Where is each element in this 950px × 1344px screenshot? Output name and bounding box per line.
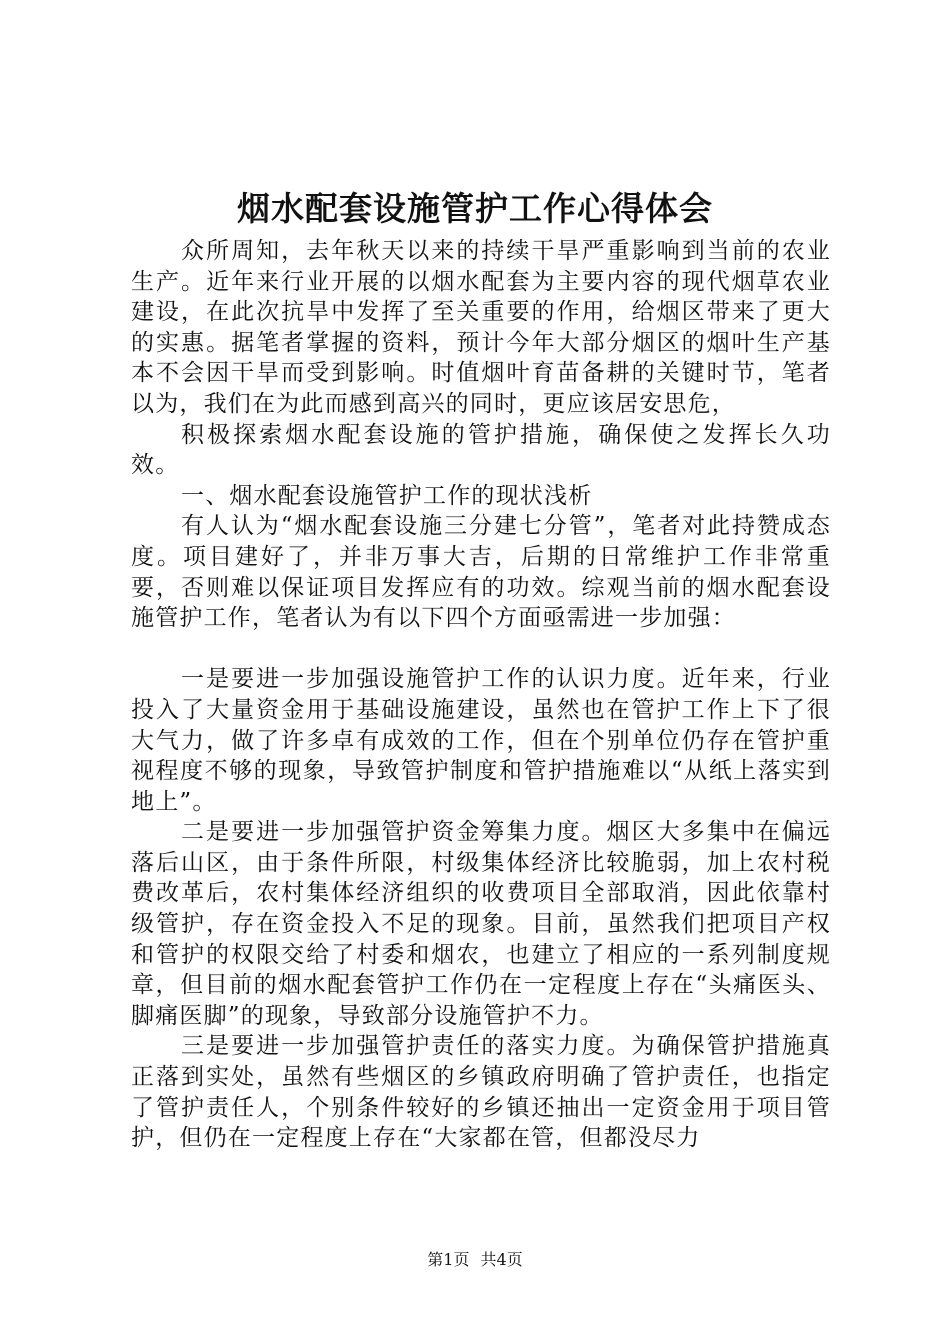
paragraph-point-two: 二是要进一步加强管护资金筹集力度。烟区大多集中在偏远落后山区，由于条件所限，村级集体经济比较脆弱，加上农村税费改革后，农村集体经济组织的收费项目全部取消，因此依靠村级管护，存在资金投入不足的现象。目前，虽然我们把项目产权和管护的权限交给了村委和烟农，也建立了相应的一系列制度规章，但目前的烟水配套管护工作仍在一定程度上存在“头痛医头、脚痛医脚”的现象，导致部分设施管护不力。 — [131, 819, 831, 1029]
page-footer — [0, 1247, 950, 1270]
document-body — [131, 236, 831, 1154]
paragraph-intro: 众所周知，去年秋天以来的持续干旱严重影响到当前的农业生产。近年来行业开展的以烟水配套为主要内容的现代烟草农业建设，在此次抗旱中发挥了至关重要的作用，给烟区带来了更大的实惠。据笔者掌握的资料，预计今年大部分烟区的烟叶生产基本不会因干旱而受到影响。时值烟叶育苗备耕的关键时节，笔者以为，我们在为此而感到高兴的同时，更应该居安思危， — [131, 238, 831, 417]
paragraph-point-one: 一是要进一步加强设施管护工作的认识力度。近年来，行业投入了大量资金用于基础设施建设，虽然也在管护工作上下了很大气力，做了许多卓有成效的工作，但在个别单位仍存在管护重视程度不够的现象，导致管护制度和管护措施难以“从纸上落实到地上”。 — [131, 666, 831, 815]
page-total: 共4页 — [480, 1250, 523, 1269]
section-heading: 一、烟水配套设施管护工作的现状浅析 — [181, 482, 593, 509]
blank-line — [131, 634, 831, 665]
document-title: 烟水配套设施管护工作心得体会 — [237, 189, 713, 228]
page-number: 第1页 — [427, 1250, 470, 1269]
paragraph-explore: 积极探索烟水配套设施的管护措施，确保使之发挥长久功效。 — [131, 421, 831, 479]
paragraph-overview: 有人认为“烟水配套设施三分建七分管”，笔者对此持赞成态度。项目建好了，并非万事大吉，后期的日常维护工作非常重要，否则难以保证项目发挥应有的功效。综观当前的烟水配套设施管护工作，笔者认为有以下四个方面亟需进一步加强： — [131, 513, 831, 632]
paragraph-point-three: 三是要进一步加强管护责任的落实力度。为确保管护措施真正落到实处，虽然有些烟区的乡镇政府明确了管护责任，也指定了管护责任人，个别条件较好的乡镇还抽出一定资金用于项目管护，但仍在一定程度上存在“大家都在管，但都没尽力 — [131, 1033, 831, 1152]
